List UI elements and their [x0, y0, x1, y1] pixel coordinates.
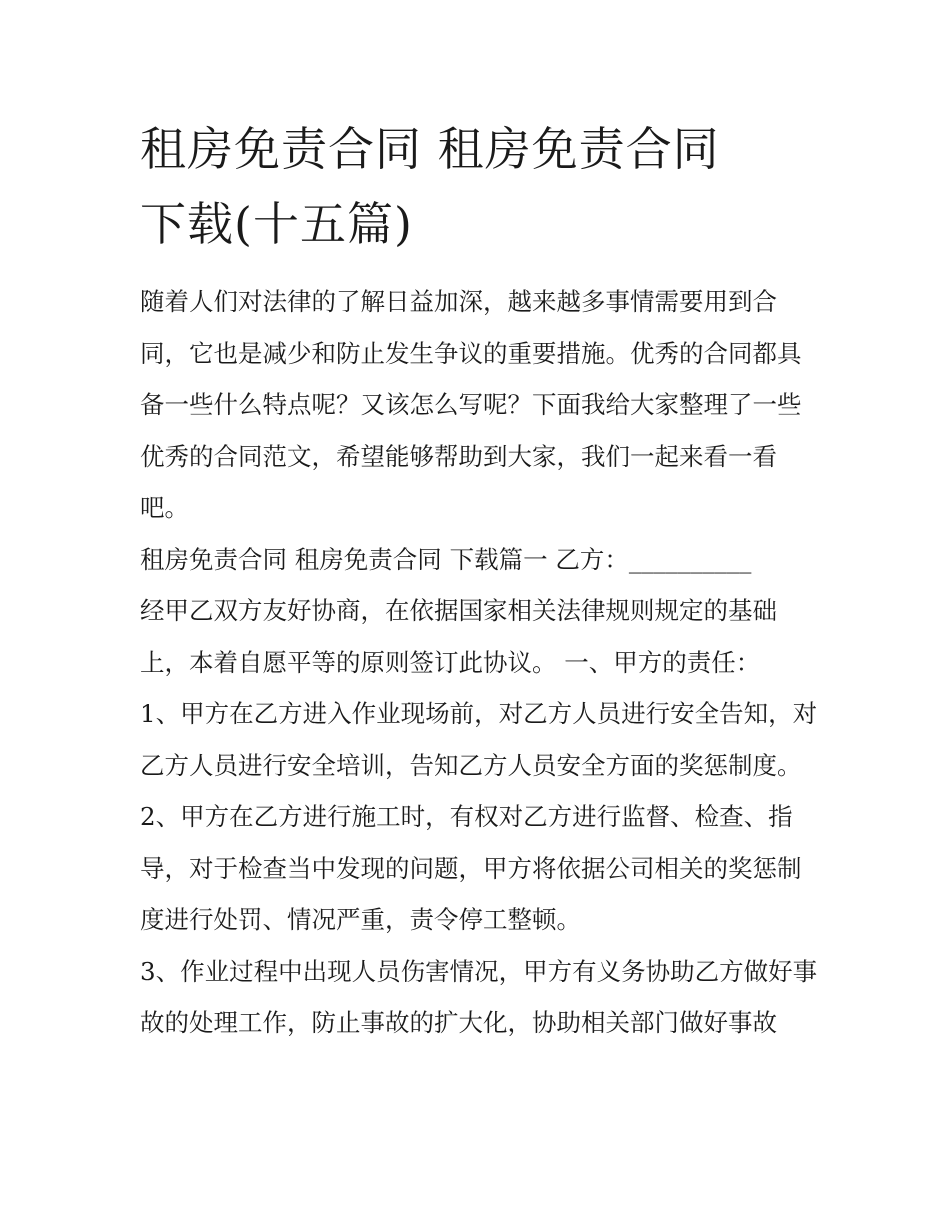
document-body [140, 276, 820, 1049]
agreement-preamble-paragraph: 经甲乙双方友好协商，在依据国家相关法律规则规定的基础上，本着自愿平等的原则签订此协议。 一、甲方的责任： [140, 596, 777, 677]
clause-3-paragraph: 3、作业过程中出现人员伤害情况，甲方有义务协助乙方做好事故的处理工作，防止事故的扩大化，协助相关部门做好事故 [140, 956, 818, 1037]
clause-1-paragraph: 1、甲方在乙方进入作业现场前，对乙方人员进行安全告知，对乙方人员进行安全培训，告知乙方人员安全方面的奖惩制度。 [140, 699, 818, 780]
section-heading-paragraph: 租房免责合同 租房免责合同 下载篇一 乙方：__________ [140, 544, 752, 574]
title-line-1: 租房免责合同 租房免责合同 [140, 122, 720, 176]
clause-2-paragraph: 2、甲方在乙方进行施工时，有权对乙方进行监督、检查、指导，对于检查当中发现的问题，甲方将依据公司相关的奖惩制度进行处罚、情况严重，责令停工整顿。 [140, 802, 802, 934]
intro-paragraph: 随着人们对法律的了解日益加深，越来越多事情需要用到合同，它也是减少和防止发生争议的重要措施。优秀的合同都具备一些什么特点呢？又该怎么写呢？下面我给大家整理了一些优秀的合同范文，希望能够帮助到大家，我们一起来看一看吧。 [140, 287, 802, 522]
title-line-2: 下载(十五篇) [140, 197, 413, 251]
document-title [140, 112, 840, 262]
